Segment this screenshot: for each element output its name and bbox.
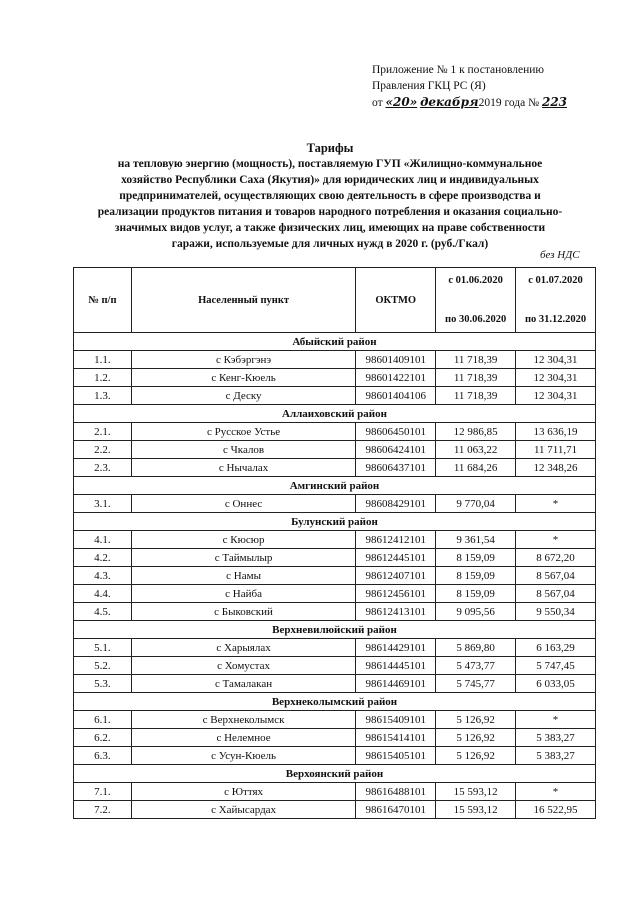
document-title bbox=[60, 140, 600, 252]
appendix-year-text: 2019 года № bbox=[478, 97, 540, 109]
row-number: 7.2. bbox=[74, 801, 132, 819]
tariff-period-2: 12 348,26 bbox=[516, 459, 596, 477]
oktmo-code: 98616488101 bbox=[356, 783, 436, 801]
district-row bbox=[74, 405, 596, 423]
tariff-period-1: 5 745,77 bbox=[436, 675, 516, 693]
row-number: 3.1. bbox=[74, 495, 132, 513]
appendix-from-label: от bbox=[372, 97, 383, 109]
oktmo-code: 98615405101 bbox=[356, 747, 436, 765]
tariff-period-2: 6 163,29 bbox=[516, 639, 596, 657]
tariff-period-1: 11 684,26 bbox=[436, 459, 516, 477]
row-number: 4.5. bbox=[74, 603, 132, 621]
row-number: 2.1. bbox=[74, 423, 132, 441]
header-period-1-to: по 30.06.2020 bbox=[445, 314, 507, 325]
tariff-period-1: 15 593,12 bbox=[436, 783, 516, 801]
tariff-period-2: 5 383,27 bbox=[516, 747, 596, 765]
row-number: 1.1. bbox=[74, 351, 132, 369]
oktmo-code: 98616470101 bbox=[356, 801, 436, 819]
table-row bbox=[74, 603, 596, 621]
oktmo-code: 98612412101 bbox=[356, 531, 436, 549]
district-name: Абыйский район bbox=[74, 333, 596, 351]
settlement-name: с Чкалов bbox=[131, 441, 355, 459]
table-row bbox=[74, 495, 596, 513]
row-number: 2.3. bbox=[74, 459, 132, 477]
vat-note: без НДС bbox=[540, 249, 580, 261]
district-name: Верхневилюйский район bbox=[74, 621, 596, 639]
settlement-name: с Кэбэргэнэ bbox=[131, 351, 355, 369]
appendix-line-2: Правления ГКЦ РС (Я) bbox=[372, 80, 486, 92]
tariff-period-2: 12 304,31 bbox=[516, 387, 596, 405]
row-number: 5.2. bbox=[74, 657, 132, 675]
oktmo-code: 98601404106 bbox=[356, 387, 436, 405]
settlement-name: с Усун-Кюель bbox=[131, 747, 355, 765]
tariff-period-2: * bbox=[516, 495, 596, 513]
row-number: 1.2. bbox=[74, 369, 132, 387]
settlement-name: с Оннес bbox=[131, 495, 355, 513]
title-line: предпринимателей, осуществляющих свою деятельность в сфере производства и bbox=[119, 190, 541, 202]
tariff-period-2: 12 304,31 bbox=[516, 369, 596, 387]
row-number: 7.1. bbox=[74, 783, 132, 801]
tariff-period-1: 9 361,54 bbox=[436, 531, 516, 549]
oktmo-code: 98608429101 bbox=[356, 495, 436, 513]
table-row bbox=[74, 639, 596, 657]
oktmo-code: 98601409101 bbox=[356, 351, 436, 369]
table-row bbox=[74, 711, 596, 729]
oktmo-code: 98601422101 bbox=[356, 369, 436, 387]
tariff-table bbox=[73, 267, 596, 819]
tariff-period-2: * bbox=[516, 783, 596, 801]
header-period-1 bbox=[436, 268, 516, 333]
table-row bbox=[74, 729, 596, 747]
table-row bbox=[74, 423, 596, 441]
tariff-period-1: 8 159,09 bbox=[436, 585, 516, 603]
table-row bbox=[74, 441, 596, 459]
appendix-line-3 bbox=[372, 94, 567, 111]
tariff-period-1: 11 718,39 bbox=[436, 387, 516, 405]
district-name: Верхнеколымский район bbox=[74, 693, 596, 711]
tariff-period-2: 8 567,04 bbox=[516, 567, 596, 585]
row-number: 4.2. bbox=[74, 549, 132, 567]
district-row bbox=[74, 765, 596, 783]
appendix-block bbox=[372, 62, 567, 111]
tariff-period-2: 13 636,19 bbox=[516, 423, 596, 441]
tariff-period-1: 8 159,09 bbox=[436, 567, 516, 585]
tariff-period-1: 11 063,22 bbox=[436, 441, 516, 459]
oktmo-code: 98612456101 bbox=[356, 585, 436, 603]
oktmo-code: 98606424101 bbox=[356, 441, 436, 459]
settlement-name: с Верхнеколымск bbox=[131, 711, 355, 729]
table-row bbox=[74, 531, 596, 549]
table-row bbox=[74, 387, 596, 405]
table-row bbox=[74, 369, 596, 387]
table-row bbox=[74, 783, 596, 801]
oktmo-code: 98614445101 bbox=[356, 657, 436, 675]
title-heading: Тарифы bbox=[306, 141, 354, 155]
header-period-1-from: с 01.06.2020 bbox=[448, 275, 503, 286]
oktmo-code: 98612445101 bbox=[356, 549, 436, 567]
tariff-period-2: 5 747,45 bbox=[516, 657, 596, 675]
settlement-name: с Хомустах bbox=[131, 657, 355, 675]
settlement-name: с Хайысардах bbox=[131, 801, 355, 819]
title-line: на тепловую энергию (мощность), поставляемую ГУП «Жилищно-коммунальное bbox=[117, 158, 543, 170]
tariff-period-2: 5 383,27 bbox=[516, 729, 596, 747]
tariff-period-1: 5 869,80 bbox=[436, 639, 516, 657]
header-period-2-from: с 01.07.2020 bbox=[528, 275, 583, 286]
row-number: 5.1. bbox=[74, 639, 132, 657]
settlement-name: с Юттях bbox=[131, 783, 355, 801]
row-number: 1.3. bbox=[74, 387, 132, 405]
row-number: 6.2. bbox=[74, 729, 132, 747]
tariff-period-1: 9 770,04 bbox=[436, 495, 516, 513]
header-period-2 bbox=[516, 268, 596, 333]
title-line: гаражи, используемые для личных нужд в 2020 г. (руб./Гкал) bbox=[171, 238, 489, 250]
table-row bbox=[74, 747, 596, 765]
tariff-period-1: 15 593,12 bbox=[436, 801, 516, 819]
oktmo-code: 98614469101 bbox=[356, 675, 436, 693]
row-number: 4.1. bbox=[74, 531, 132, 549]
settlement-name: с Кюсюр bbox=[131, 531, 355, 549]
tariff-period-1: 9 095,56 bbox=[436, 603, 516, 621]
tariff-period-1: 12 986,85 bbox=[436, 423, 516, 441]
settlement-name: с Харыялах bbox=[131, 639, 355, 657]
row-number: 6.3. bbox=[74, 747, 132, 765]
row-number: 6.1. bbox=[74, 711, 132, 729]
table-row bbox=[74, 801, 596, 819]
settlement-name: с Нелемное bbox=[131, 729, 355, 747]
settlement-name: с Русское Устье bbox=[131, 423, 355, 441]
tariff-period-2: * bbox=[516, 711, 596, 729]
handwritten-number: 223 bbox=[541, 95, 568, 109]
header-num: № п/п bbox=[74, 268, 132, 333]
oktmo-code: 98614429101 bbox=[356, 639, 436, 657]
table-row bbox=[74, 549, 596, 567]
settlement-name: с Таймылыр bbox=[131, 549, 355, 567]
table-body bbox=[74, 333, 596, 819]
table-row bbox=[74, 351, 596, 369]
tariff-period-2: 8 672,20 bbox=[516, 549, 596, 567]
title-line: реализации продуктов питания и товаров народного потребления и оказания социально- bbox=[97, 206, 563, 218]
oktmo-code: 98612413101 bbox=[356, 603, 436, 621]
tariff-period-1: 5 126,92 bbox=[436, 711, 516, 729]
handwritten-month: декабря bbox=[420, 95, 479, 109]
oktmo-code: 98612407101 bbox=[356, 567, 436, 585]
handwritten-day: «20» bbox=[385, 95, 418, 109]
tariff-period-2: 16 522,95 bbox=[516, 801, 596, 819]
oktmo-code: 98615414101 bbox=[356, 729, 436, 747]
tariff-period-1: 5 126,92 bbox=[436, 747, 516, 765]
row-number: 2.2. bbox=[74, 441, 132, 459]
district-row bbox=[74, 333, 596, 351]
tariff-period-1: 11 718,39 bbox=[436, 369, 516, 387]
table-row bbox=[74, 585, 596, 603]
tariff-period-2: 6 033,05 bbox=[516, 675, 596, 693]
settlement-name: с Кенг-Кюель bbox=[131, 369, 355, 387]
settlement-name: с Быковский bbox=[131, 603, 355, 621]
table-row bbox=[74, 657, 596, 675]
settlement-name: с Нычалах bbox=[131, 459, 355, 477]
settlement-name: с Намы bbox=[131, 567, 355, 585]
oktmo-code: 98615409101 bbox=[356, 711, 436, 729]
tariff-period-2: 9 550,34 bbox=[516, 603, 596, 621]
header-period-2-to: по 31.12.2020 bbox=[524, 314, 587, 325]
tariff-period-2: * bbox=[516, 531, 596, 549]
row-number: 4.3. bbox=[74, 567, 132, 585]
tariff-period-2: 12 304,31 bbox=[516, 351, 596, 369]
tariff-period-1: 8 159,09 bbox=[436, 549, 516, 567]
title-line: хозяйство Республики Саха (Якутия)» для юридических лиц и индивидуальных bbox=[121, 174, 539, 186]
district-name: Аллаиховский район bbox=[74, 405, 596, 423]
oktmo-code: 98606437101 bbox=[356, 459, 436, 477]
header-oktmo: ОКТМО bbox=[356, 268, 436, 333]
district-row bbox=[74, 477, 596, 495]
header-settlement: Населенный пункт bbox=[131, 268, 355, 333]
district-name: Амгинский район bbox=[74, 477, 596, 495]
row-number: 5.3. bbox=[74, 675, 132, 693]
appendix-line-1: Приложение № 1 к постановлению bbox=[372, 64, 545, 76]
tariff-period-2: 11 711,71 bbox=[516, 441, 596, 459]
district-row bbox=[74, 693, 596, 711]
tariff-period-2: 8 567,04 bbox=[516, 585, 596, 603]
settlement-name: с Тамалакан bbox=[131, 675, 355, 693]
settlement-name: с Найба bbox=[131, 585, 355, 603]
district-name: Верхоянский район bbox=[74, 765, 596, 783]
district-row bbox=[74, 513, 596, 531]
table-row bbox=[74, 675, 596, 693]
tariff-period-1: 5 126,92 bbox=[436, 729, 516, 747]
settlement-name: с Деску bbox=[131, 387, 355, 405]
district-row bbox=[74, 621, 596, 639]
row-number: 4.4. bbox=[74, 585, 132, 603]
district-name: Булунский район bbox=[74, 513, 596, 531]
table-header-row bbox=[74, 268, 596, 333]
table-row bbox=[74, 459, 596, 477]
table-row bbox=[74, 567, 596, 585]
tariff-period-1: 5 473,77 bbox=[436, 657, 516, 675]
tariff-period-1: 11 718,39 bbox=[436, 351, 516, 369]
oktmo-code: 98606450101 bbox=[356, 423, 436, 441]
title-line: значимых видов услуг, а также физических лиц, имеющих на праве собственности bbox=[114, 222, 546, 234]
